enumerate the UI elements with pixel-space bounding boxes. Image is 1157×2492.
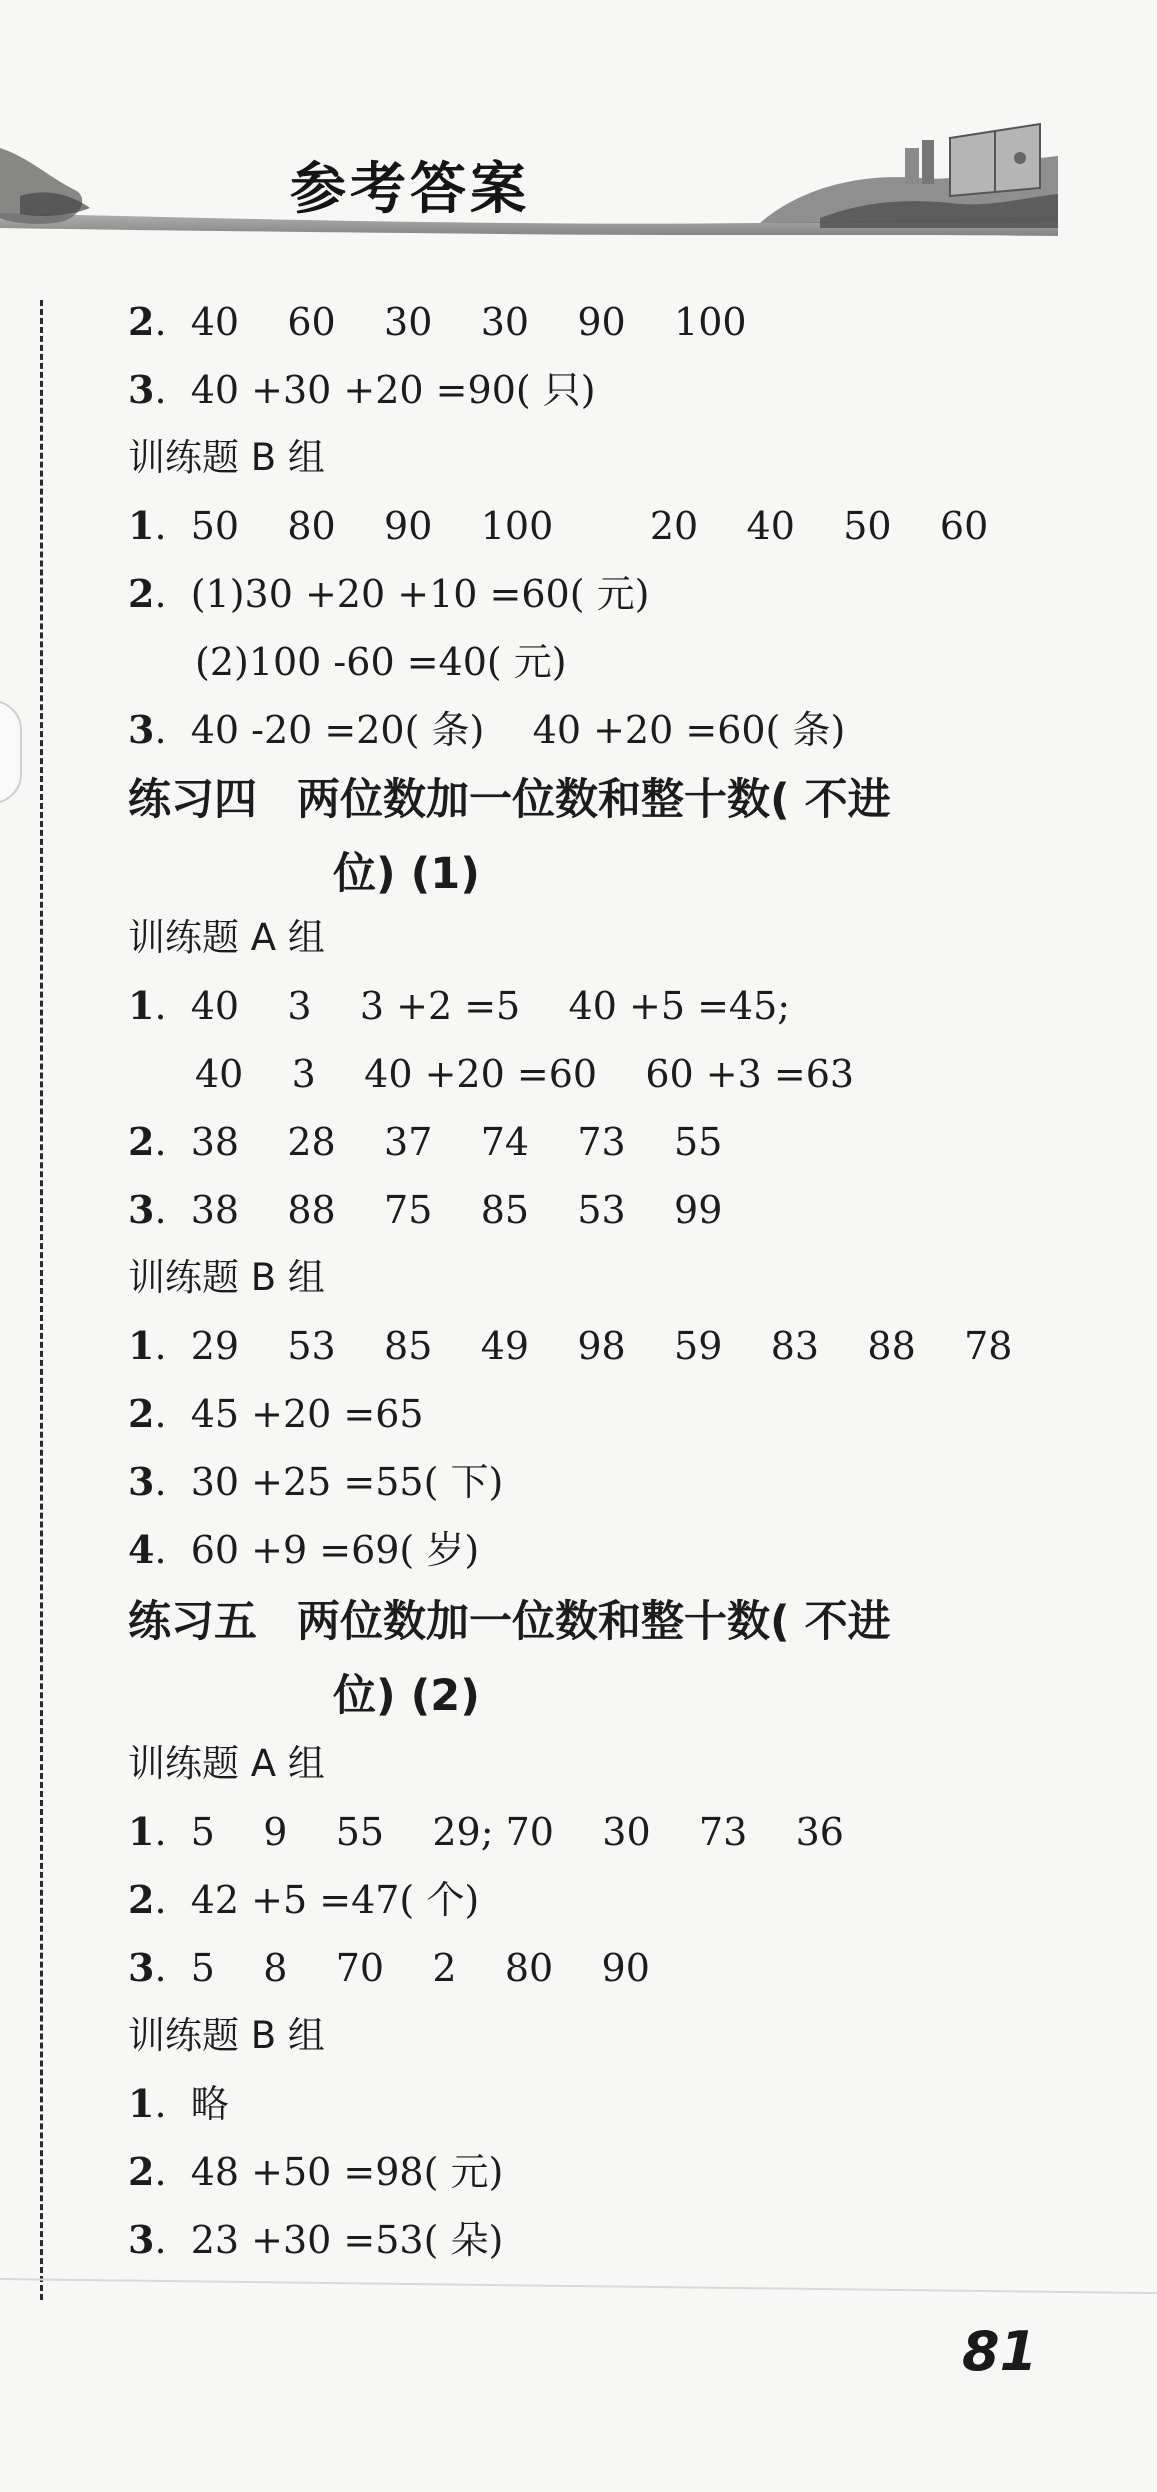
- answer-text: (1)30 +20 +10 =60( 元): [190, 572, 650, 616]
- question-number: 2: [128, 1877, 155, 1922]
- answer-line: 2. 42 +5 =47( 个): [128, 1877, 480, 1922]
- answer-text: 45 +20 =65: [190, 1392, 424, 1436]
- answer-text: 23 +30 =53( 朵): [190, 2218, 504, 2262]
- question-number: 3: [128, 1945, 155, 1990]
- answer-text: 40 60 30 30 90 100: [190, 300, 747, 344]
- answer-text: 38 28 37 74 73 55: [190, 1120, 723, 1164]
- question-number: 1: [128, 2081, 155, 2126]
- answer-text: 48 +50 =98( 元): [190, 2150, 504, 2194]
- answer-line: 1. 29 53 85 49 98 59 83 88 78: [128, 1323, 1013, 1368]
- answer-text: 40 3 3 +2 =5 40 +5 =45;: [190, 984, 791, 1028]
- answer-line: 1. 5 9 55 29; 70 30 73 36: [128, 1809, 844, 1854]
- section-heading-continued: 位) (2): [333, 1671, 480, 1721]
- answer-line: 2. 40 60 30 30 90 100: [128, 299, 747, 344]
- dashed-cut-line: [40, 300, 43, 2300]
- answer-line: 4. 60 +9 =69( 岁): [128, 1527, 480, 1572]
- question-number: 2: [128, 2149, 155, 2194]
- group-label: 训练题 B 组: [128, 436, 325, 479]
- question-number: 2: [128, 571, 155, 616]
- group-label: 训练题 B 组: [128, 1256, 325, 1299]
- question-number: 3: [128, 1459, 155, 1504]
- answer-line: 2. 48 +50 =98( 元): [128, 2149, 504, 2194]
- exercise-title: 两位数加一位数和整十数( 不进: [297, 1597, 891, 1647]
- answer-line: 1. 40 3 3 +2 =5 40 +5 =45;: [128, 983, 791, 1028]
- answer-line: 3. 40 -20 =20( 条) 40 +20 =60( 条): [128, 707, 846, 752]
- answer-text: 38 88 75 85 53 99: [190, 1188, 723, 1232]
- answer-line: 3. 38 88 75 85 53 99: [128, 1187, 723, 1232]
- banner-landscape-illustration: [0, 118, 1060, 248]
- page-number: 81: [962, 2320, 1038, 2383]
- answer-line: 1. 50 80 90 100 20 40 50 60: [128, 503, 989, 548]
- answer-text: 29 53 85 49 98 59 83 88 78: [190, 1324, 1013, 1368]
- answer-line-continued: 40 3 40 +20 =60 60 +3 =63: [195, 1052, 855, 1096]
- question-number: 2: [128, 1119, 155, 1164]
- question-number: 3: [128, 707, 155, 752]
- question-number: 2: [128, 299, 155, 344]
- answer-text: 42 +5 =47( 个): [190, 1878, 480, 1922]
- answer-text: 30 +25 =55( 下): [190, 1460, 504, 1504]
- answer-text: 5 9 55 29; 70 30 73 36: [190, 1810, 844, 1854]
- group-label: 训练题 A 组: [128, 916, 325, 959]
- answer-text: 略: [190, 2082, 229, 2126]
- answer-text: 50 80 90 100 20 40 50 60: [190, 504, 989, 548]
- group-label: 训练题 B 组: [128, 2014, 325, 2057]
- exercise-name: 练习四: [128, 775, 257, 825]
- question-number: 1: [128, 983, 155, 1028]
- exercise-title: 两位数加一位数和整十数( 不进: [297, 775, 891, 825]
- group-label: 训练题 A 组: [128, 1742, 325, 1785]
- answer-line-continued: (2)100 -60 =40( 元): [195, 640, 567, 684]
- exercise-name: 练习五: [128, 1597, 257, 1647]
- answer-line: 2. (1)30 +20 +10 =60( 元): [128, 571, 650, 616]
- question-number: 2: [128, 1391, 155, 1436]
- answer-line: 3. 5 8 70 2 80 90: [128, 1945, 650, 1990]
- question-number: 4: [128, 1527, 155, 1572]
- answer-line: 3. 23 +30 =53( 朵): [128, 2217, 504, 2262]
- question-number: 3: [128, 367, 155, 412]
- section-heading: [128, 1594, 891, 1650]
- section-heading: [128, 772, 891, 828]
- answer-line: 2. 45 +20 =65: [128, 1391, 424, 1436]
- question-number: 3: [128, 1187, 155, 1232]
- answer-text: 60 +9 =69( 岁): [190, 1528, 480, 1572]
- question-number: 1: [128, 1323, 155, 1368]
- header-banner: [0, 118, 1060, 248]
- question-number: 1: [128, 1809, 155, 1854]
- answer-line: 3. 40 +30 +20 =90( 只): [128, 367, 596, 412]
- answer-line: 3. 30 +25 =55( 下): [128, 1459, 504, 1504]
- footer-divider: [0, 2278, 1157, 2294]
- answer-line: 1. 略: [128, 2081, 229, 2126]
- answer-text: 40 +30 +20 =90( 只): [190, 368, 596, 412]
- answer-line: 2. 38 28 37 74 73 55: [128, 1119, 723, 1164]
- section-heading-continued: 位) (1): [333, 849, 480, 899]
- binding-tab: [0, 700, 22, 804]
- answer-text: 5 8 70 2 80 90: [190, 1946, 650, 1990]
- page-title: 参考答案: [290, 157, 530, 222]
- answer-text: 40 -20 =20( 条) 40 +20 =60( 条): [190, 708, 846, 752]
- question-number: 1: [128, 503, 155, 548]
- question-number: 3: [128, 2217, 155, 2262]
